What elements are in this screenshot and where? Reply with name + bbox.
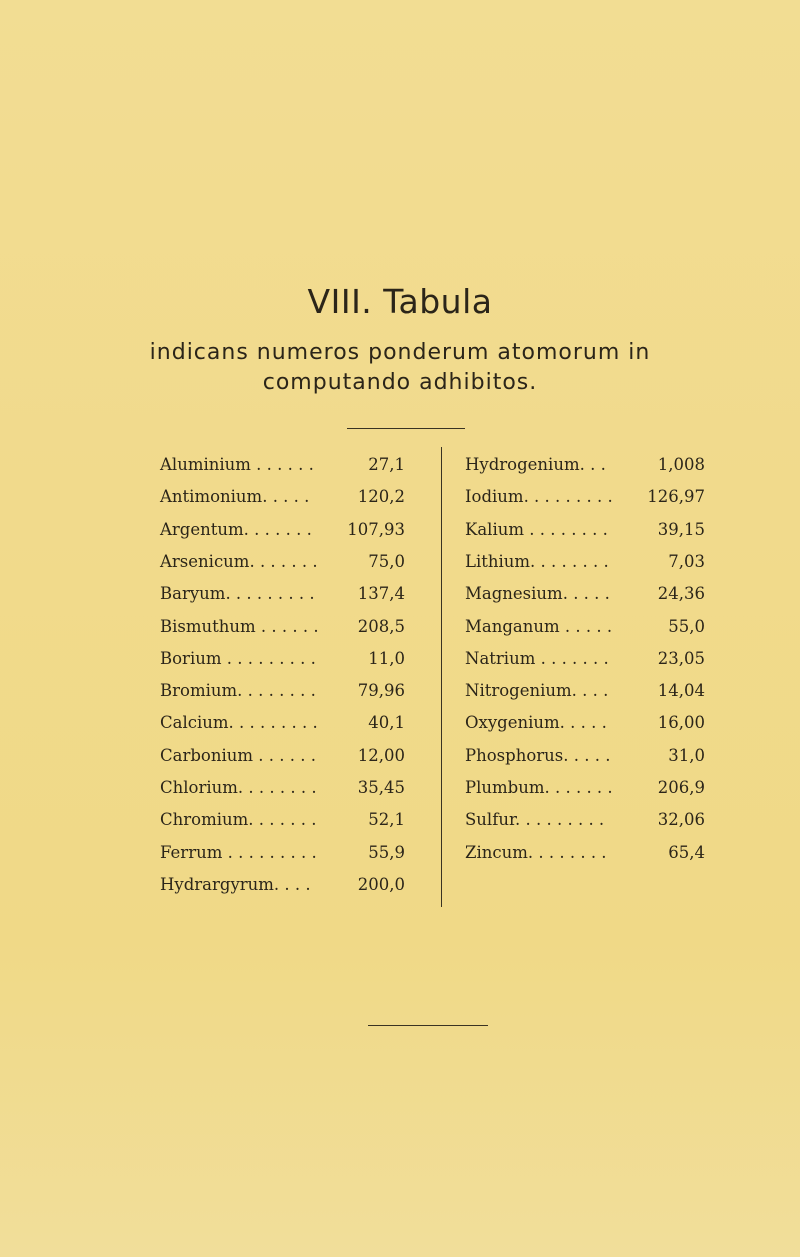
element-name: Plumbum. . . . . . . bbox=[465, 778, 613, 797]
atomic-weight-value: 120,2 bbox=[357, 487, 405, 507]
atomic-weight-value: 206,9 bbox=[657, 778, 705, 797]
atomic-weight-value: 16,00 bbox=[657, 713, 705, 733]
atomic-weight-value: 11,0 bbox=[368, 648, 405, 668]
element-name: Bismuthum . . . . . . bbox=[160, 616, 319, 636]
table-row bbox=[160, 713, 405, 741]
atomic-weight-value: 52,1 bbox=[368, 810, 405, 830]
element-name: Magnesium. . . . . bbox=[465, 584, 610, 604]
element-name: Iodium. . . . . . . . . bbox=[465, 487, 613, 507]
element-name: Chlorium. . . . . . . . bbox=[160, 778, 317, 797]
table-row bbox=[160, 552, 405, 580]
table-row bbox=[465, 617, 705, 645]
atomic-weight-value: 40,1 bbox=[368, 713, 405, 733]
atomic-weight-value: 23,05 bbox=[657, 648, 705, 668]
table-row bbox=[160, 617, 405, 645]
table-row bbox=[465, 778, 705, 806]
element-name: Hydrargyrum. . . . bbox=[160, 874, 311, 894]
atomic-weight-value: 39,15 bbox=[657, 519, 705, 539]
element-name: Baryum. . . . . . . . . bbox=[160, 584, 315, 604]
page-title: VIII. Tabula bbox=[307, 282, 493, 321]
element-name: Hydrogenium. . . bbox=[465, 455, 606, 474]
element-name: Nitrogenium. . . . bbox=[465, 681, 609, 701]
atomic-weight-value: 32,06 bbox=[657, 810, 705, 830]
atomic-weight-value: 200,0 bbox=[357, 874, 405, 894]
table-row bbox=[465, 584, 705, 612]
subtitle-line-2: computando adhibitos. bbox=[262, 370, 538, 395]
table-row bbox=[160, 810, 405, 838]
atomic-weight-value: 31,0 bbox=[668, 745, 705, 765]
atomic-weight-value: 126,97 bbox=[647, 487, 705, 507]
element-name: Calcium. . . . . . . . . bbox=[160, 713, 318, 733]
element-name: Natrium . . . . . . . bbox=[465, 648, 609, 668]
subtitle-line-1: indicans numeros ponderum atomorum in bbox=[149, 340, 651, 365]
table-row bbox=[465, 746, 705, 774]
table-row bbox=[465, 843, 705, 871]
atomic-weight-value: 1,008 bbox=[657, 455, 705, 474]
atomic-weight-value: 137,4 bbox=[357, 584, 405, 604]
atomic-weight-value: 79,96 bbox=[357, 681, 405, 701]
table-row bbox=[465, 713, 705, 741]
element-name: Lithium. . . . . . . . bbox=[465, 551, 609, 571]
table-row bbox=[465, 552, 705, 580]
element-name: Sulfur. . . . . . . . . bbox=[465, 810, 605, 830]
atomic-weight-value: 24,36 bbox=[657, 584, 705, 604]
element-name: Borium . . . . . . . . . bbox=[160, 648, 316, 668]
table-row bbox=[160, 681, 405, 709]
element-name: Aluminium . . . . . . bbox=[160, 455, 314, 474]
table-row bbox=[160, 455, 405, 483]
bottom-rule bbox=[368, 1025, 488, 1026]
table-row bbox=[465, 810, 705, 838]
atomic-weight-value: 55,9 bbox=[368, 842, 405, 862]
element-name: Chromium. . . . . . . bbox=[160, 810, 317, 830]
element-name: Argentum. . . . . . . bbox=[160, 519, 312, 539]
element-name: Manganum . . . . . bbox=[465, 616, 613, 636]
atomic-weight-value: 7,03 bbox=[668, 551, 705, 571]
atomic-weight-value: 12,00 bbox=[357, 745, 405, 765]
atomic-weight-value: 65,4 bbox=[668, 842, 705, 862]
atomic-weight-value: 75,0 bbox=[368, 551, 405, 571]
element-name: Carbonium . . . . . . bbox=[160, 745, 316, 765]
table-row bbox=[465, 455, 705, 483]
element-name: Oxygenium. . . . . bbox=[465, 713, 607, 733]
element-name: Phosphorus. . . . . bbox=[465, 745, 611, 765]
table-row bbox=[160, 746, 405, 774]
table-row bbox=[160, 649, 405, 677]
element-name: Ferrum . . . . . . . . . bbox=[160, 842, 317, 862]
element-name: Bromium. . . . . . . . bbox=[160, 681, 316, 701]
column-divider bbox=[441, 447, 442, 907]
element-name: Arsenicum. . . . . . . bbox=[160, 551, 318, 571]
table-row bbox=[465, 487, 705, 515]
atomic-weight-value: 35,45 bbox=[357, 778, 405, 797]
table-row bbox=[160, 778, 405, 806]
atomic-weight-value: 27,1 bbox=[368, 455, 405, 474]
atomic-weight-value: 107,93 bbox=[347, 519, 405, 539]
table-row bbox=[465, 649, 705, 677]
table-row bbox=[160, 843, 405, 871]
element-name: Kalium . . . . . . . . bbox=[465, 519, 608, 539]
table-row bbox=[160, 584, 405, 612]
atomic-weight-value: 208,5 bbox=[357, 616, 405, 636]
atomic-weight-value: 55,0 bbox=[668, 616, 705, 636]
table-row bbox=[465, 681, 705, 709]
top-rule bbox=[347, 428, 465, 429]
atomic-weight-value: 14,04 bbox=[657, 681, 705, 701]
table-row bbox=[160, 487, 405, 515]
element-name: Antimonium. . . . . bbox=[160, 487, 310, 507]
table-row bbox=[160, 520, 405, 548]
table-row bbox=[160, 875, 405, 903]
table-row bbox=[465, 520, 705, 548]
element-name: Zincum. . . . . . . . bbox=[465, 842, 607, 862]
